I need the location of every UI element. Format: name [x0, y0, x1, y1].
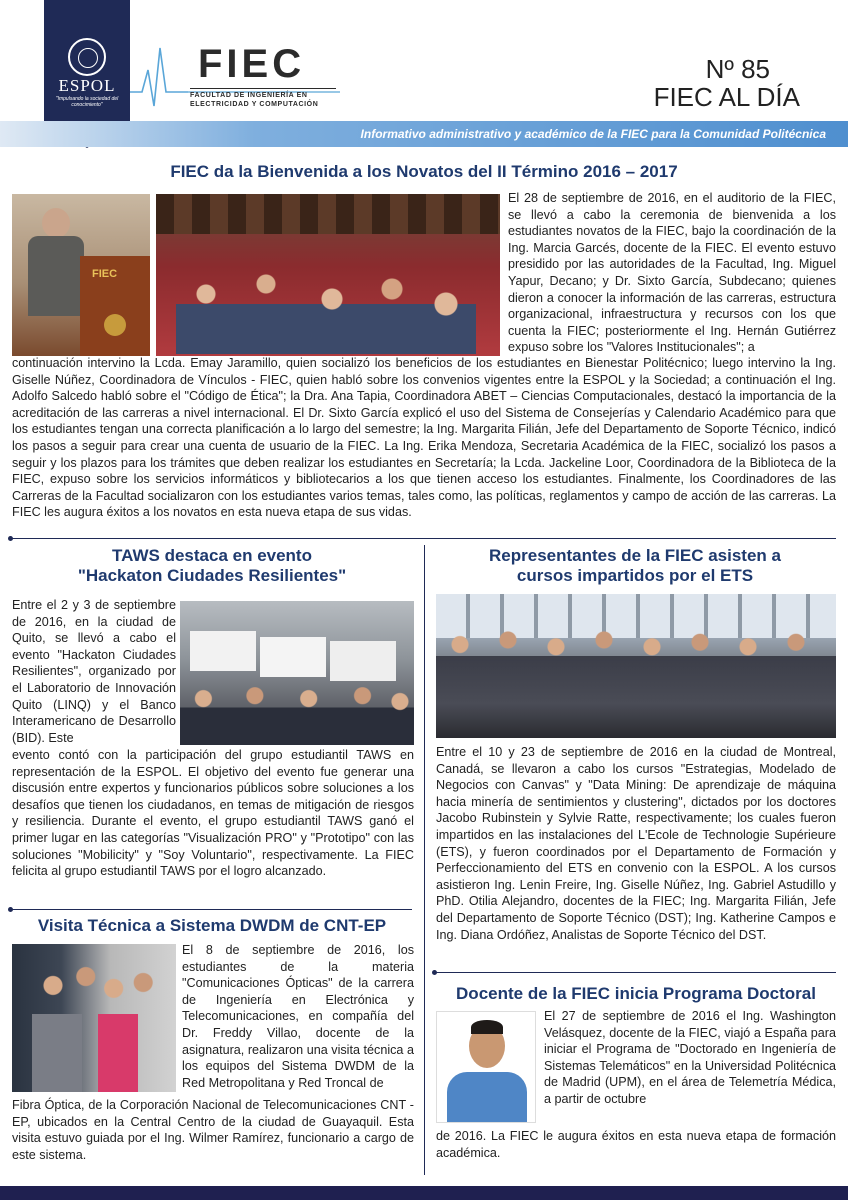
article1-side-text: El 28 de septiembre de 2016, en el auditorio de la FIEC, se llevó a cabo la ceremonia de bienvenida a los estudiantes novatos de la FIEC, bajo la coordinación de la Ing. Marcia Garcés, docente de la FIEC. El evento estuvo presidido por las autoridades de la Facultad, Ing. Miguel Yapur, Decano; y Dr. Sixto García, Subdecano; quienes dieron a conocer la información de las carreras, estructura organizacional, infraestructura y recursos con los que cuenta la FIEC; posteriormente el Ing. Hernán Gutiérrez expuso sobre los "Valores Institucionales"; a: [508, 191, 836, 355]
fiec-subtitle-line1: FACULTAD DE INGENIERÍA EN: [190, 92, 308, 99]
article2-title-line1: TAWS destaca en evento: [112, 546, 312, 565]
section-divider: [12, 909, 412, 910]
article4-photo-group: [436, 594, 836, 738]
divider-dot: [432, 970, 437, 975]
article1-title: FIEC da la Bienvenida a los Novatos del II Término 2016 – 2017: [170, 162, 678, 181]
issue-number: Nº 85: [705, 54, 770, 84]
article5-portrait: [436, 1011, 536, 1123]
article1-photo-audience: [156, 194, 500, 356]
article4-title: [434, 546, 836, 586]
article3-side-text: El 8 de septiembre de 2016, los estudiantes de la materia "Comunicaciones Ópticas" de la carrera de Ingeniería en Electrónica y Telecomunicaciones, en compañía del Dr. Freddy Villao, docente de la asignatura, realizaron una visita técnica a los equipos del Sistema DWDM de la Red Metropolitana y Red Troncal de: [182, 943, 414, 1090]
article2-side-text: Entre el 2 y 3 de septiembre de 2016, en la ciudad de Quito, se llevó a cabo el evento "Hackaton Ciudades Resilientes", organizado por el Laboratorio de Innovación Quito (LINQ) y el Banco Interamericano de Desarrollo (BID). Este: [12, 598, 176, 745]
fiec-subtitle: [190, 88, 336, 109]
article5-title: Docente de la FIEC inicia Programa Doctoral: [456, 984, 816, 1003]
fiec-subtitle-line2: ELECTRICIDAD Y COMPUTACIÓN: [190, 101, 319, 108]
divider-dot: [8, 536, 13, 541]
article5-full-text: de 2016. La FIEC le augura éxitos en esta nueva etapa de formación académica.: [436, 1129, 836, 1160]
article4-title-line1: Representantes de la FIEC asisten a: [489, 546, 781, 565]
article1-full-text: continuación intervino la Lcda. Emay Jaramillo, quien socializó los beneficios de los estudiantes en Bienestar Politécnico; luego intervino la Ing. Giselle Núñez, Coordinadora de Vínculos - FIEC, quien habló sobre los convenios vigentes entre la ESPOL y la Sociedad; a continuación el Ing. Adolfo Salcedo habló sobre el "Código de Ética"; la Dra. Ana Tapia, Coordinadora ABET – Ciencias Computacionales, destacó la importancia de la acreditación de las carreras a nivel internacional. El Dr. Sixto García explicó el uso del Sistema de Consejerías y Calendario Académico para que los estudiantes tengan una correcta planificación a lo largo del semestre; la Ing. Margarita Filián, Jefe del Departamento de Soporte Técnico, indicó los pasos a seguir para crear una cuenta de usuario de la FIEC. La Ing. Erika Mendoza, Secretaria Académica de la FIEC, socializó los pasos a seguir y los plazos para los trámites que deben realizar los estudiantes en Secretaría; la Lcda. Jackeline Loor, Coordinadora de la Biblioteca de la FIEC, expuso sobre los servicios informáticos y bibliotecarios a los que tienen acceso los estudiantes. Finalmente, los Coordinadores de las Carreras de la Facultad socializaron con los estudiantes varios temas, tales como, las políticas, reglamentos y campo de acción de las carreras. La FIEC les augura éxitos a los novatos en esta nueva etapa de sus vidas.: [12, 356, 836, 520]
column-divider: [424, 545, 425, 1175]
section-divider: [436, 972, 836, 973]
article4-text: Entre el 10 y 23 de septiembre de 2016 en la ciudad de Montreal, Canadá, se llevaron a cabo los cursos "Estrategias, Modelado de Negocios con Canvas" y "Data Mining: De aprendizaje de máquina hacia minería de sentimientos y clustering", dictados por los doctores Jacobo Rubinstein y Sylvie Ratte, respectivamente; los cuales fueron impartidos en las instalaciones del L'Ecole de Technologie Supérieure (ETS), y fueron coordinados por el Departamento de Formación y Perfeccionamiento del ETS en convenio con la ESPOL. A los cursos asistieron Ing. Lenin Freire, Ing. Giselle Núñez, Ing. Gabriel Astudillo y PhD. Otilia Alejandro, docentes de la FIEC; Ing. Margarita Filián, Jefe del Departamento de Soporte Técnico (DST); Ing. Katherine Campos e Ing. Diana Ordóñez, Analistas de Soporte Técnico del DST.: [436, 745, 836, 942]
podium-label: FIEC: [92, 268, 118, 280]
espol-seal-icon: [68, 38, 106, 76]
espol-name: ESPOL: [58, 76, 116, 95]
fiec-logo: FIEC: [198, 42, 306, 86]
article1-photo-speaker: [12, 194, 150, 356]
article5-side-text: El 27 de septiembre de 2016 el Ing. Washington Velásquez, docente de la FIEC, viajó a España para iniciar el Programa de "Doctorado en Ingeniería de Sistemas Telemáticos" en la Universidad Politécnica de Madrid (UPM), en el área de Telemetría Médica, a partir de octubre: [544, 1009, 836, 1106]
article2-title-line2: "Hackaton Ciudades Resilientes": [77, 566, 347, 585]
article3-title: Visita Técnica a Sistema DWDM de CNT-EP: [37, 916, 387, 935]
article2-title: [12, 546, 412, 586]
footer-bar: [0, 1186, 848, 1200]
article2-photo-group: [180, 601, 414, 745]
article4-title-line2: cursos impartidos por el ETS: [516, 566, 754, 585]
issue-title: FIEC AL DÍA: [653, 82, 800, 112]
article2-full-text: evento contó con la participación del grupo estudiantil TAWS en representación de la ESPOL. El objetivo del evento fue generar una discusión entre expertos y funcionarios públicos sobre soluciones a los desafíos que tienen los ciudadanos, en temas de mitigación de riesgos y resiliencia. Durante el evento, el grupo estudiantil TAWS ganó el primer lugar en las categorías "Visualización PRO" y "Prototipo" con las soluciones "Mobilicity" y "Soy Voluntario", respectivamente. La FIEC felicita al grupo estudiantil TAWS por el logro alcanzado.: [12, 748, 414, 879]
article3-full-text: Fibra Óptica, de la Corporación Nacional de Telecomunicaciones CNT - EP, ubicados en la Central Centro de la ciudad de Guayaquil. Esta visita estuvo guiada por el Ing. Wilmer Ramírez, funcionario a cargo de este sistema.: [12, 1098, 414, 1162]
divider-dot: [8, 907, 13, 912]
section-divider: [12, 538, 836, 539]
banner-text: Informativo administrativo y académico de la FIEC para la Comunidad Politécnica: [360, 127, 826, 141]
espol-motto: "Impulsando la sociedad del conocimiento": [55, 96, 119, 108]
article3-photo-group: [12, 944, 176, 1092]
